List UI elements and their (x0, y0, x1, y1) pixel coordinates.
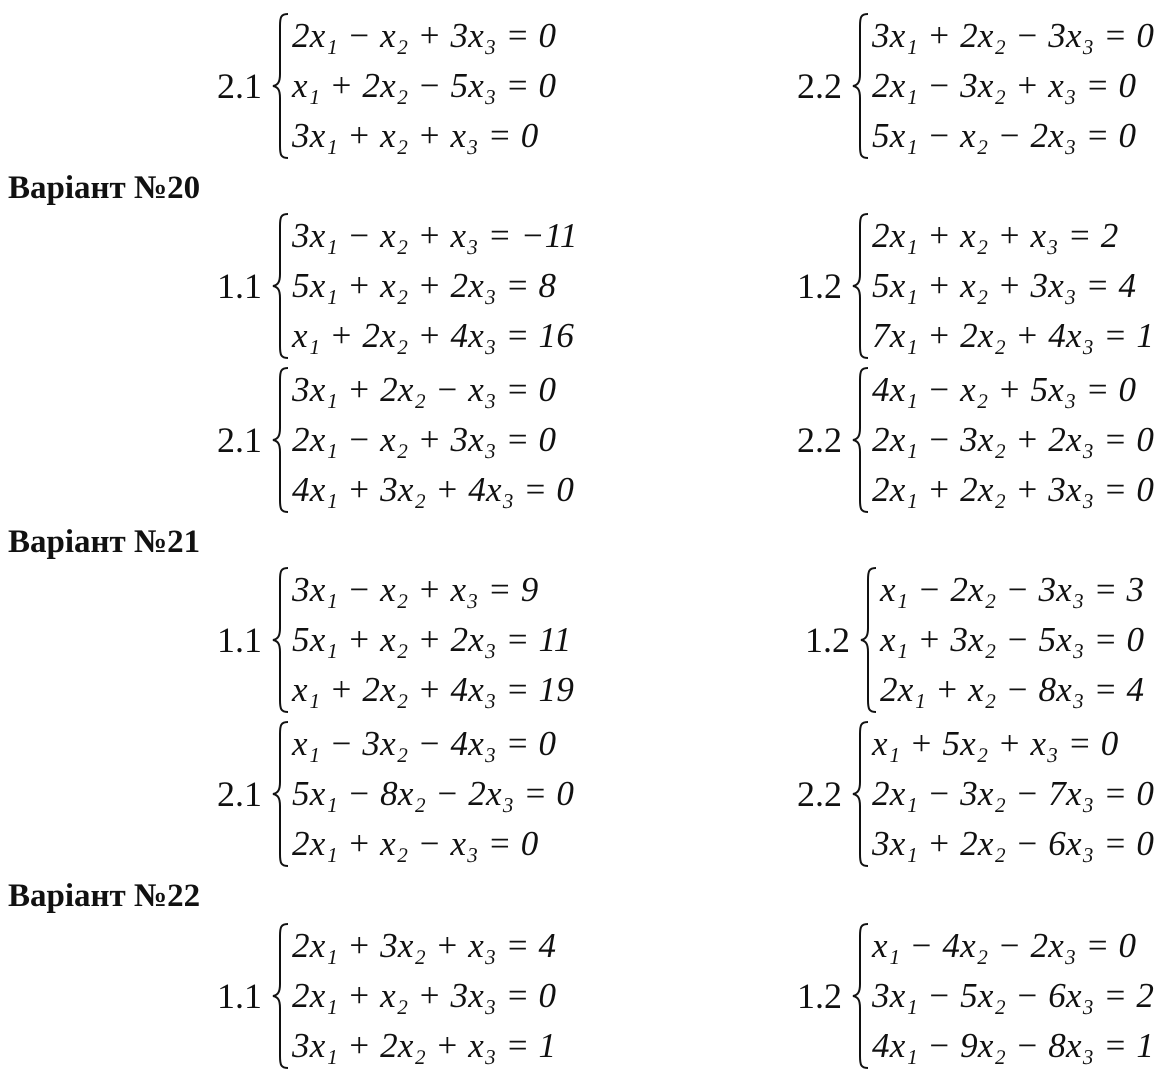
left-brace-icon (272, 12, 290, 160)
left-brace-icon (860, 566, 878, 714)
equation: 2x₁ − 3x₂ − 7x₃ = 0 (872, 774, 1154, 813)
variant-heading: Варіант №20 (8, 170, 201, 206)
equation-system (198, 918, 556, 1074)
system-number: 2.1 (217, 66, 262, 106)
left-brace-icon (272, 720, 290, 868)
variant-heading: Варіант №21 (8, 524, 201, 560)
equation: 3x₁ + 2x₂ − 6x₃ = 0 (872, 824, 1154, 863)
equation: x₁ + 3x₂ − 5x₃ = 0 (880, 620, 1145, 659)
equation: 5x₁ + x₂ + 3x₃ = 4 (872, 266, 1137, 305)
equation: 2x₁ + 3x₂ + x₃ = 4 (292, 926, 557, 965)
equation: 5x₁ − 8x₂ − 2x₃ = 0 (292, 774, 575, 813)
equation: 4x₁ − 9x₂ − 8x₃ = 1 (872, 1026, 1154, 1065)
equation-system (198, 8, 556, 164)
equation: 3x₁ + x₂ + x₃ = 0 (292, 116, 539, 155)
equation-system (198, 716, 574, 872)
equation: x₁ − 2x₂ − 3x₃ = 3 (880, 570, 1145, 609)
left-brace-icon (852, 366, 870, 514)
system-number: 1.1 (217, 266, 262, 306)
equation-system (778, 208, 1154, 364)
equation-system (778, 8, 1154, 164)
equation: 3x₁ − x₂ + x₃ = 9 (292, 570, 539, 609)
equation: 2x₁ + x₂ − 8x₃ = 4 (880, 670, 1145, 709)
equation: 5x₁ + x₂ + 2x₃ = 8 (292, 266, 557, 305)
equation: 3x₁ − x₂ + x₃ = −11 (292, 216, 578, 255)
left-brace-icon (852, 720, 870, 868)
equation: 5x₁ + x₂ + 2x₃ = 11 (292, 620, 572, 659)
equation: 4x₁ − x₂ + 5x₃ = 0 (872, 370, 1137, 409)
left-brace-icon (272, 922, 290, 1070)
equation-system (198, 562, 574, 718)
equation: 3x₁ + 2x₂ − x₃ = 0 (292, 370, 557, 409)
system-number: 2.1 (217, 420, 262, 460)
equation: x₁ − 4x₂ − 2x₃ = 0 (872, 926, 1137, 965)
equation: 2x₁ + x₂ + x₃ = 2 (872, 216, 1119, 255)
system-number: 2.2 (797, 66, 842, 106)
equation: x₁ + 2x₂ + 4x₃ = 16 (292, 316, 575, 355)
system-number: 2.2 (797, 420, 842, 460)
equation-system (778, 362, 1154, 518)
system-number: 1.1 (217, 620, 262, 660)
equation-system (778, 716, 1154, 872)
equation: x₁ + 2x₂ − 5x₃ = 0 (292, 66, 557, 105)
equation: 3x₁ + 2x₂ + x₃ = 1 (292, 1026, 557, 1065)
left-brace-icon (272, 366, 290, 514)
equation: x₁ − 3x₂ − 4x₃ = 0 (292, 724, 557, 763)
left-brace-icon (272, 212, 290, 360)
left-brace-icon (852, 922, 870, 1070)
system-number: 1.2 (805, 620, 850, 660)
equation: 2x₁ + x₂ + 3x₃ = 0 (292, 976, 557, 1015)
left-brace-icon (852, 212, 870, 360)
system-number: 2.1 (217, 774, 262, 814)
equation: 2x₁ + 2x₂ + 3x₃ = 0 (872, 470, 1154, 509)
equation-system (786, 562, 1144, 718)
equation: 2x₁ − 3x₂ + 2x₃ = 0 (872, 420, 1154, 459)
equation: 7x₁ + 2x₂ + 4x₃ = 1 (872, 316, 1154, 355)
system-number: 1.2 (797, 266, 842, 306)
equation: 5x₁ − x₂ − 2x₃ = 0 (872, 116, 1137, 155)
equation: x₁ + 5x₂ + x₃ = 0 (872, 724, 1119, 763)
equation: 2x₁ − x₂ + 3x₃ = 0 (292, 420, 557, 459)
system-number: 1.1 (217, 976, 262, 1016)
equation: 4x₁ + 3x₂ + 4x₃ = 0 (292, 470, 575, 509)
variant-heading: Варіант №22 (8, 878, 201, 914)
system-number: 1.2 (797, 976, 842, 1016)
equation-system (198, 208, 578, 364)
equation-system (778, 918, 1154, 1074)
system-number: 2.2 (797, 774, 842, 814)
equation: 2x₁ + x₂ − x₃ = 0 (292, 824, 539, 863)
equation: 3x₁ − 5x₂ − 6x₃ = 2 (872, 976, 1154, 1015)
equation: x₁ + 2x₂ + 4x₃ = 19 (292, 670, 575, 709)
equation: 2x₁ − x₂ + 3x₃ = 0 (292, 16, 557, 55)
left-brace-icon (852, 12, 870, 160)
equation-system (198, 362, 574, 518)
left-brace-icon (272, 566, 290, 714)
equation: 3x₁ + 2x₂ − 3x₃ = 0 (872, 16, 1154, 55)
equation: 2x₁ − 3x₂ + x₃ = 0 (872, 66, 1137, 105)
